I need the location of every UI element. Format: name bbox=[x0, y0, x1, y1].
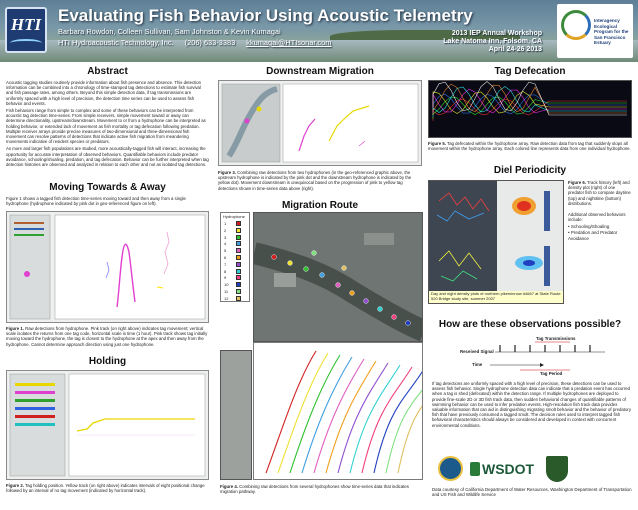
holding-section bbox=[6, 356, 209, 367]
usfws-shield-icon bbox=[546, 456, 568, 482]
figure-5-caption bbox=[428, 141, 632, 151]
diel-behavior-2: • Predation and Predator Avoidance bbox=[568, 230, 618, 242]
poster-affiliation bbox=[58, 38, 340, 47]
label-tag-transmissions: Tag Transmissions bbox=[536, 336, 576, 341]
figure-4-caption bbox=[220, 484, 424, 494]
route-hydrophone-dot bbox=[304, 267, 309, 272]
hydrophone-legend-swatch bbox=[236, 221, 241, 226]
how-section bbox=[428, 319, 632, 330]
abstract-heading: Abstract bbox=[87, 66, 128, 77]
figure-3-caption-text: Combining raw detections from two hydrophones (in the geo-referenced graphic above, the upstream hydrophone is indicated by the pink dot and the downstream hydrophone is indicated by the yellow dot). Movement downstream is unequivocal based on the progression of pink to yellow tag detections shown in time-series data above (right). bbox=[218, 170, 412, 191]
hydrophone-legend-label: 8 bbox=[224, 268, 227, 274]
signal-diagram-svg bbox=[460, 332, 610, 377]
figure-6-svg bbox=[429, 181, 564, 304]
hydrophone-pink-dot bbox=[24, 271, 30, 277]
upstream-hydrophone-pink-dot bbox=[245, 119, 250, 124]
moving-intro: Figure 1 shows a tagged fish detection time-series moving toward and then away from a single hydrophone (hydrophone indicated by pink dot in geo-referenced figure on left). bbox=[6, 196, 186, 207]
poster-title: Evaluating Fish Behavior Using Acoustic Telemetry bbox=[58, 6, 473, 25]
funding-credit: Data courtesy of California Department of Water Resources, Washington Department of Transportation and US Fish and Wildlife Service bbox=[432, 487, 632, 498]
hydrophone-legend-swatch bbox=[236, 289, 241, 294]
iep-circle-icon bbox=[561, 10, 591, 40]
route-hydrophone-dot bbox=[364, 299, 369, 304]
hti-logo-wave-icon bbox=[10, 39, 42, 47]
hydrophone-legend-label: 7 bbox=[224, 261, 227, 267]
defecation-lines bbox=[433, 82, 627, 122]
route-heading: Migration Route bbox=[281, 200, 359, 211]
hydrophone-legend-swatch bbox=[236, 235, 241, 240]
dwr-logo-icon bbox=[438, 456, 463, 481]
signal-diagram bbox=[460, 332, 610, 377]
hydrophone-legend-label: 6 bbox=[224, 255, 227, 260]
route-hydrophone-dot bbox=[312, 251, 317, 256]
poster-header bbox=[0, 0, 638, 62]
route-hydrophone-dot bbox=[350, 291, 355, 296]
diel-behavior-2-text: Predation and Predator Avoidance bbox=[568, 230, 618, 242]
diel-behavior-1-text: Schooling/Shoaling bbox=[570, 224, 610, 230]
figure-2-caption-text: Tag holding position. Yellow track (on right above) indicates intervals of eight positional change followed by an interval of no tag movement (indicated by horizontal track). bbox=[6, 483, 205, 494]
figure-1-caption bbox=[6, 326, 209, 347]
how-paragraph: If tag detections are uniformly spaced with a high level of precision, these detections can be used to assess fish behavior. Single hydrophone detection data can indicate that a predation event has occurred when a tag is shed (defecated) within the detection range. If multiple hydrophones are deployed to provide fine-scale 2D or 3D fish track data, then sudden behavioral changes of quantifiable patterns of swimming behavior can be used to infer predation events. High-resolution fish track data provides valuable information that can aid in distinguishing migrating smolt behavior and the behavior of predatory fish that have previously consumed a tagged smolt. The decision rules used to interpret tagged fish behavioral characteristics should always be considered and developed in context with concurrent environmental conditions. bbox=[432, 381, 631, 428]
hydrophone-legend-label: 1 bbox=[224, 221, 227, 226]
route-hydrophone-dot bbox=[392, 315, 397, 320]
abstract-paragraph-2: Fish behaviors range from simple to complex and some of these behaviors can be interpreted from acoustic tag detection time-series. From simple receivers, simple movement toward or away can determine directionality, upstream/downstream. Movement to or from a hydrophone can be interpreted as holding behavior, or extended lack of movement as fish mortality or tag defecation following predation. Multiple receiver arrays provide precise measures of two-dimensional and three-dimensional fish movement can resolve patterns of detections that indicate active fish migration from meandering movements indicative of resident species or predators. bbox=[6, 108, 206, 145]
signal-pulses bbox=[500, 345, 590, 352]
hydrophone-legend bbox=[220, 212, 250, 302]
figure-4-aerial-photo bbox=[253, 212, 423, 342]
downstream-hydrophone-yellow-dot bbox=[257, 107, 262, 112]
affiliation-phone: (206) 633-3383 bbox=[184, 38, 236, 47]
hydrophone-legend-swatch bbox=[236, 255, 241, 260]
defecation-section bbox=[428, 66, 632, 77]
hydrophone-legend-swatch bbox=[236, 275, 241, 280]
event-dates: April 24-26 2013 bbox=[488, 46, 542, 53]
diel-behavior-1: • Schooling/Shoaling bbox=[568, 224, 610, 230]
hti-logo-text: HTI bbox=[10, 15, 42, 34]
defecation-heading: Tag Defecation bbox=[494, 66, 566, 77]
label-tag-period: Tag Period bbox=[540, 371, 563, 376]
figure-4-label: Figure 4. bbox=[220, 484, 238, 489]
hydrophone-legend-title: Hydrophone bbox=[223, 214, 245, 219]
figure-5-caption-text: Tag defecated within the hydrophone array. Raw detection data from tag that suddenly stops all movement within the hydrophone array. Each colored line represents data from one individual hydrophone. bbox=[428, 141, 631, 152]
figure-3-label: Figure 3. bbox=[218, 170, 236, 175]
defecation-hydrophone-line bbox=[433, 97, 627, 119]
hydrophone-legend-label: 11 bbox=[224, 289, 229, 294]
route-hydrophone-dot bbox=[336, 283, 341, 288]
figure-1-svg bbox=[7, 212, 208, 322]
figure-5-svg bbox=[429, 81, 631, 137]
diel-behaviors-intro: Additional observed behaviors include: bbox=[568, 212, 626, 223]
figure-6-photo-caption: Day and night density plots of northern pikeminnow #4667 at State Route 520 Bridge study site, summer 2007 bbox=[431, 291, 561, 301]
hydrophone-legend-swatch bbox=[236, 248, 241, 253]
route-section bbox=[218, 200, 422, 211]
figure-1-caption-text: Raw detections from hydrophone. Pink track (on right above) indicates tag movement; vertical scale isolates the returns from one tag code, horizontal scale is time (1 hour). Pink track shows tag initially moving toward the hydrophone, the tag is closest to the hydrophone at the apex and then away from the hydrophone. Cannot determine approach direction using just one hydrophone. bbox=[6, 326, 208, 347]
figure-2-plot bbox=[6, 370, 209, 480]
hydrophone-legend-swatch bbox=[236, 296, 241, 301]
figure-6-panels bbox=[428, 180, 564, 304]
hydrophone-legend-label: 9 bbox=[224, 275, 227, 281]
abstract-body bbox=[6, 80, 209, 167]
figure-4-chart-svg bbox=[254, 343, 422, 479]
hydrophone-legend-swatch bbox=[236, 241, 241, 246]
figure-4-aerial-svg bbox=[254, 213, 423, 342]
poster-authors: Barbara Rowdon, Colleen Sullivan, Sam Johnston & Kevin Kumagai bbox=[58, 27, 281, 36]
hydrophone-legend-label: 10 bbox=[224, 282, 229, 288]
moving-heading: Moving Towards & Away bbox=[49, 182, 166, 193]
diel-heading: Diel Periodicity bbox=[493, 165, 567, 176]
footer-logos bbox=[428, 455, 632, 483]
moving-section bbox=[6, 182, 209, 206]
route-hydrophone-dot bbox=[378, 307, 383, 312]
hydrophone-legend-label: 2 bbox=[224, 227, 227, 233]
hydrophone-legend-swatch bbox=[236, 282, 241, 287]
figure-4-caption-text: Combining raw detections from several hydrophones show time-series data that indicates migration pathway. bbox=[220, 484, 409, 495]
iep-logo-text: Interagency Ecological Program for the San Francisco Estuary bbox=[594, 18, 629, 45]
iep-logo bbox=[557, 4, 633, 58]
holding-heading: Holding bbox=[88, 356, 127, 367]
figure-4-inset-photo bbox=[220, 350, 252, 480]
route-hydrophone-dot bbox=[406, 321, 411, 326]
event-name: 2013 IEP Annual Workshop bbox=[451, 30, 542, 37]
figure-6-label: Figure 6. bbox=[568, 180, 586, 185]
wsdot-logo-text: WSDOT bbox=[482, 461, 535, 477]
abstract-paragraph-3: As more and larger fish populations are studied, more acoustically-tagged fish will interact, increasing the opportunity for accurate interpretation of observed behaviors. Quantifiable behaviors include predator avoidance, schooling/shoaling, predation, and tag defecation. Behavior can be further interpreted when tag detection histories are observed and analyzed in relation to each other and not as isolated tag detections. bbox=[6, 146, 209, 168]
hydrophone-legend-label: 5 bbox=[224, 248, 227, 254]
figure-3-plot bbox=[218, 80, 422, 166]
figure-3-svg bbox=[219, 81, 421, 165]
route-hydrophone-dot bbox=[272, 255, 277, 260]
defecation-hydrophone-line bbox=[433, 82, 627, 116]
wsdot-mark-icon bbox=[470, 462, 480, 476]
figure-2-caption bbox=[6, 483, 209, 493]
hydrophone-legend-label: 3 bbox=[224, 234, 227, 240]
figure-5-label: Figure 5. bbox=[428, 141, 446, 146]
downstream-section bbox=[218, 66, 422, 77]
figure-5-plot bbox=[428, 80, 632, 138]
hydrophone-legend-swatch bbox=[236, 228, 241, 233]
diel-behaviors bbox=[568, 212, 632, 242]
figure-2-label: Figure 2. bbox=[6, 483, 24, 488]
label-received-signal: Received Signal bbox=[460, 349, 494, 354]
figure-4-chart bbox=[253, 342, 423, 480]
hydrophone-legend-swatch bbox=[236, 269, 241, 274]
figure-2-svg bbox=[7, 371, 208, 479]
route-hydrophone-dot bbox=[320, 273, 325, 278]
abstract-paragraph-1: Acoustic tagging studies routinely provide information about fish presence and absence. This detection information can be combined into a chronology of time-stamped tag detections to estimate fish survival and fish passage rates, among others. Beyond this simple detection data, if tag transmissions are uniformly spaced with a high level of precision, the detection time series can be used to assess fish behavior and events. bbox=[6, 80, 202, 106]
hydrophone-legend-swatch bbox=[236, 262, 241, 267]
figure-1-plot bbox=[6, 211, 209, 323]
label-time: Time bbox=[472, 362, 483, 367]
affiliation-email[interactable]: kkumagai@HTIsonar.com bbox=[246, 38, 332, 47]
diel-section bbox=[428, 165, 632, 176]
affiliation-name: HTI Hydroacoustic Technology, Inc. bbox=[58, 38, 174, 47]
hti-logo bbox=[5, 7, 47, 53]
abstract-section bbox=[6, 66, 209, 167]
route-hydrophone-dot bbox=[288, 261, 293, 266]
how-heading: How are these observations possible? bbox=[438, 319, 622, 330]
figure-6-caption bbox=[568, 180, 632, 206]
figure-3-caption bbox=[218, 170, 422, 191]
route-hydrophone-dot bbox=[342, 266, 347, 271]
hydrophone-legend-label: 4 bbox=[224, 241, 227, 247]
figure-1-label: Figure 1. bbox=[6, 326, 24, 331]
downstream-heading: Downstream Migration bbox=[266, 66, 374, 77]
figure-6-caption-text: Track history (left) and density plot (right) of one predator fish to compare daytime (top) and nighttime (bottom) distributions. bbox=[568, 180, 631, 206]
event-location: Lake Natoma Inn, Folsom, CA bbox=[443, 38, 542, 45]
event-info bbox=[443, 30, 542, 54]
hydrophone-legend-label: 12 bbox=[224, 295, 229, 301]
